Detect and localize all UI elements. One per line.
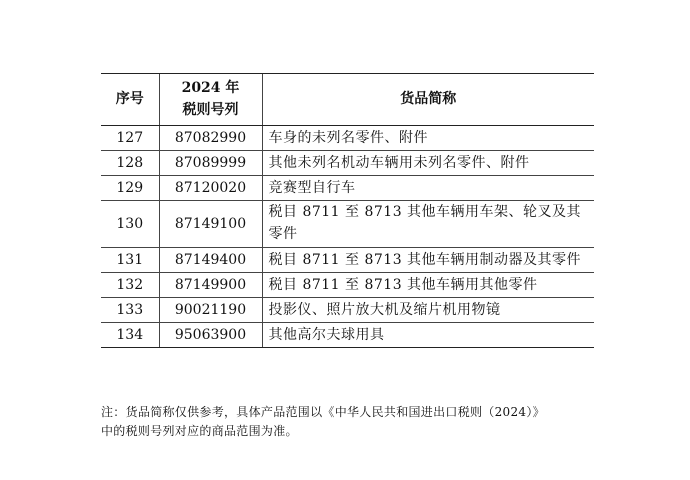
row-goods-name-line2: 零件 — [268, 226, 298, 242]
table-row — [101, 201, 594, 248]
header-tariff-code — [159, 74, 262, 126]
table-row — [101, 298, 594, 323]
table-header-row — [101, 74, 594, 126]
row-serial-number: 129 — [101, 176, 159, 201]
row-tariff-code: 90021190 — [159, 298, 262, 323]
header-serial-number: 序号 — [101, 74, 159, 126]
footnote-line2: 中的税则号列对应的商品范围为准。 — [101, 423, 298, 438]
header-tariff-code-line2: 税则号列 — [182, 101, 239, 118]
row-goods-name: 其他未列名机动车辆用未列名零件、附件 — [262, 151, 594, 176]
row-goods-name-line1: 税目 8711 至 8713 其他车辆用车架、轮叉及其 — [268, 204, 582, 221]
table-row — [101, 273, 594, 298]
row-tariff-code: 95063900 — [159, 323, 262, 348]
header-tariff-code-line1: 2024 年 — [181, 79, 240, 96]
row-serial-number: 132 — [101, 273, 159, 298]
row-tariff-code: 87082990 — [159, 126, 262, 151]
row-tariff-code: 87149100 — [159, 201, 262, 248]
row-serial-number: 133 — [101, 298, 159, 323]
row-goods-name: 其他高尔夫球用具 — [262, 323, 594, 348]
table-row — [101, 323, 594, 348]
row-tariff-code: 87149900 — [159, 273, 262, 298]
table-row — [101, 248, 594, 273]
row-tariff-code: 87120020 — [159, 176, 262, 201]
row-goods-name: 竞赛型自行车 — [262, 176, 594, 201]
tariff-table — [101, 73, 594, 348]
row-tariff-code: 87089999 — [159, 151, 262, 176]
row-serial-number: 128 — [101, 151, 159, 176]
row-goods-name: 投影仪、照片放大机及缩片机用物镜 — [262, 298, 594, 323]
row-tariff-code: 87149400 — [159, 248, 262, 273]
table-header — [101, 74, 594, 126]
row-goods-name: 车身的未列名零件、附件 — [262, 126, 594, 151]
footnote — [101, 403, 599, 440]
footnote-line1: 注：货品简称仅供参考，具体产品范围以《中华人民共和国进出口税则（2024）》 — [101, 405, 545, 419]
row-serial-number: 131 — [101, 248, 159, 273]
row-serial-number: 134 — [101, 323, 159, 348]
row-serial-number: 127 — [101, 126, 159, 151]
row-goods-name: 税目 8711 至 8713 其他车辆用其他零件 — [262, 273, 594, 298]
row-goods-name: 税目 8711 至 8713 其他车辆用制动器及其零件 — [262, 248, 594, 273]
table-row — [101, 126, 594, 151]
table-row — [101, 176, 594, 201]
table-body — [101, 126, 594, 348]
header-goods-name: 货品简称 — [262, 74, 594, 126]
row-goods-name — [262, 201, 594, 248]
row-serial-number: 130 — [101, 201, 159, 248]
table-row — [101, 151, 594, 176]
